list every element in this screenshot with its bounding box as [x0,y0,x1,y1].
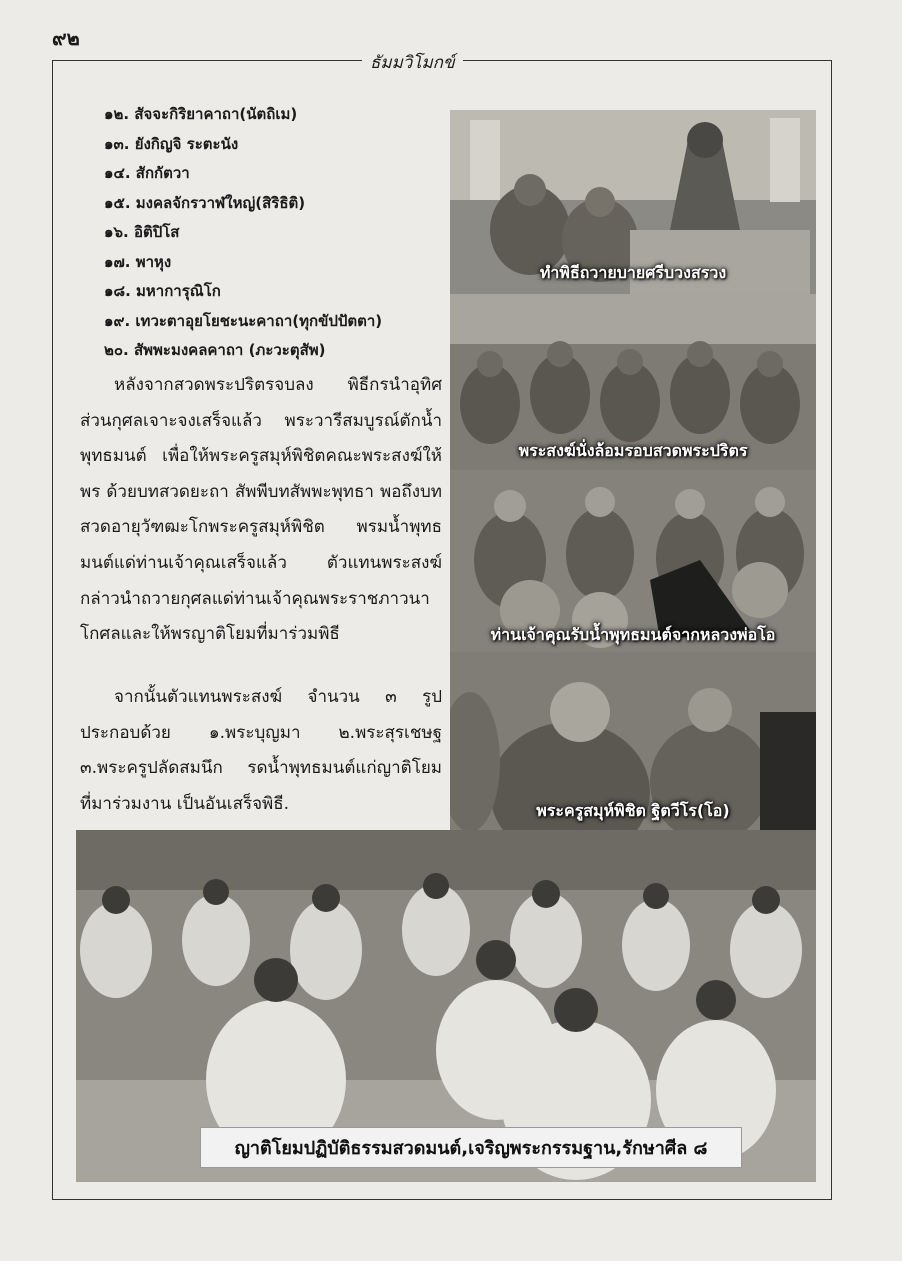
chant-item: ๒๐. สัพพะมงคลคาถา (ภะวะตุสัพ) [104,341,326,359]
chant-item: ๑๖. อิติปิโส [104,223,180,241]
chant-item: ๑๔. สักกัตวา [104,164,190,182]
chant-item: ๑๘. มหาการุณิโก [104,282,221,300]
photo-laypeople-practice [76,830,816,1182]
photo-monks-chanting [450,294,816,470]
chant-item: ๑๕. มงคลจักรวาฬใหญ่(สิริธิติ) [104,193,306,212]
page-number: ๙๒ [52,26,80,50]
header-title: ธัมมวิโมกข์ [362,49,463,76]
paragraph-closing: จากนั้นตัวแทนพระสงฆ์ จำนวน ๓ รูปประกอบด้วย ๑.พระบุญมา ๒.พระสุรเชษฐ ๓.พระครูปลัดสมนึก รดน้ำพุทธมนต์แก่ญาติโยมที่มาร่วมงาน เป็นอันเสร็จพิธี. [80,687,442,814]
photo-holy-water [450,470,816,652]
paragraph-ceremony: หลังจากสวดพระปริตรจบลง พิธีกรนำอุทิศส่วนกุศลเจาะจงเสร็จแล้ว พระวารีสมบูรณ์ตักน้ำพุทธมนต์ เพื่อให้พระครูสมุห์พิชิตคณะพระสงฆ์ให้พร ด้วยบทสวดยะถา สัพพีบทสัพพะพุทธา พอถึงบทสวดอายุวัฑฒะโกพระครูสมุห์พิชิต พรมน้ำพุทธมนต์แด่ท่านเจ้าคุณเสร็จแล้ว ตัวแทนพระสงฆ์กล่าวนำถวายกุศลแด่ท่านเจ้าคุณพระราชภาวนาโกศลและให้พรญาติโยมที่มาร่วมพิธี [80,375,442,645]
photo-caption: ทำพิธีถวายบายศรีบวงสรวง [539,263,727,282]
photo-caption: ญาติโยมปฏิบัติธรรมสวดมนต์,เจริญพระกรรมฐาน,รักษาศีล ๘ [200,1127,742,1168]
chant-item: ๑๓. ยังกิญจิ ระตะนัง [104,134,239,153]
photo-caption: ท่านเจ้าคุณรับน้ำพุทธมนต์จากหลวงพ่อโอ [490,625,776,644]
photo-caption: พระครูสมุห์พิชิต ฐิตวีโร(โอ) [536,801,730,820]
photo-baisri-ceremony [450,110,816,294]
chant-item: ๑๗. พาหุง [104,252,172,271]
chant-item: ๑๒. สัจจะกิริยาคาถา(นัตถิเม) [104,105,298,123]
chant-item: ๑๙. เทวะตาอุยโยชะนะคาถา(ทุกขัปปัตตา) [104,311,383,330]
photo-senior-monk [450,652,816,830]
chant-list [104,100,382,366]
photo-caption: พระสงฆ์นั่งล้อมรอบสวดพระปริตร [518,441,748,460]
